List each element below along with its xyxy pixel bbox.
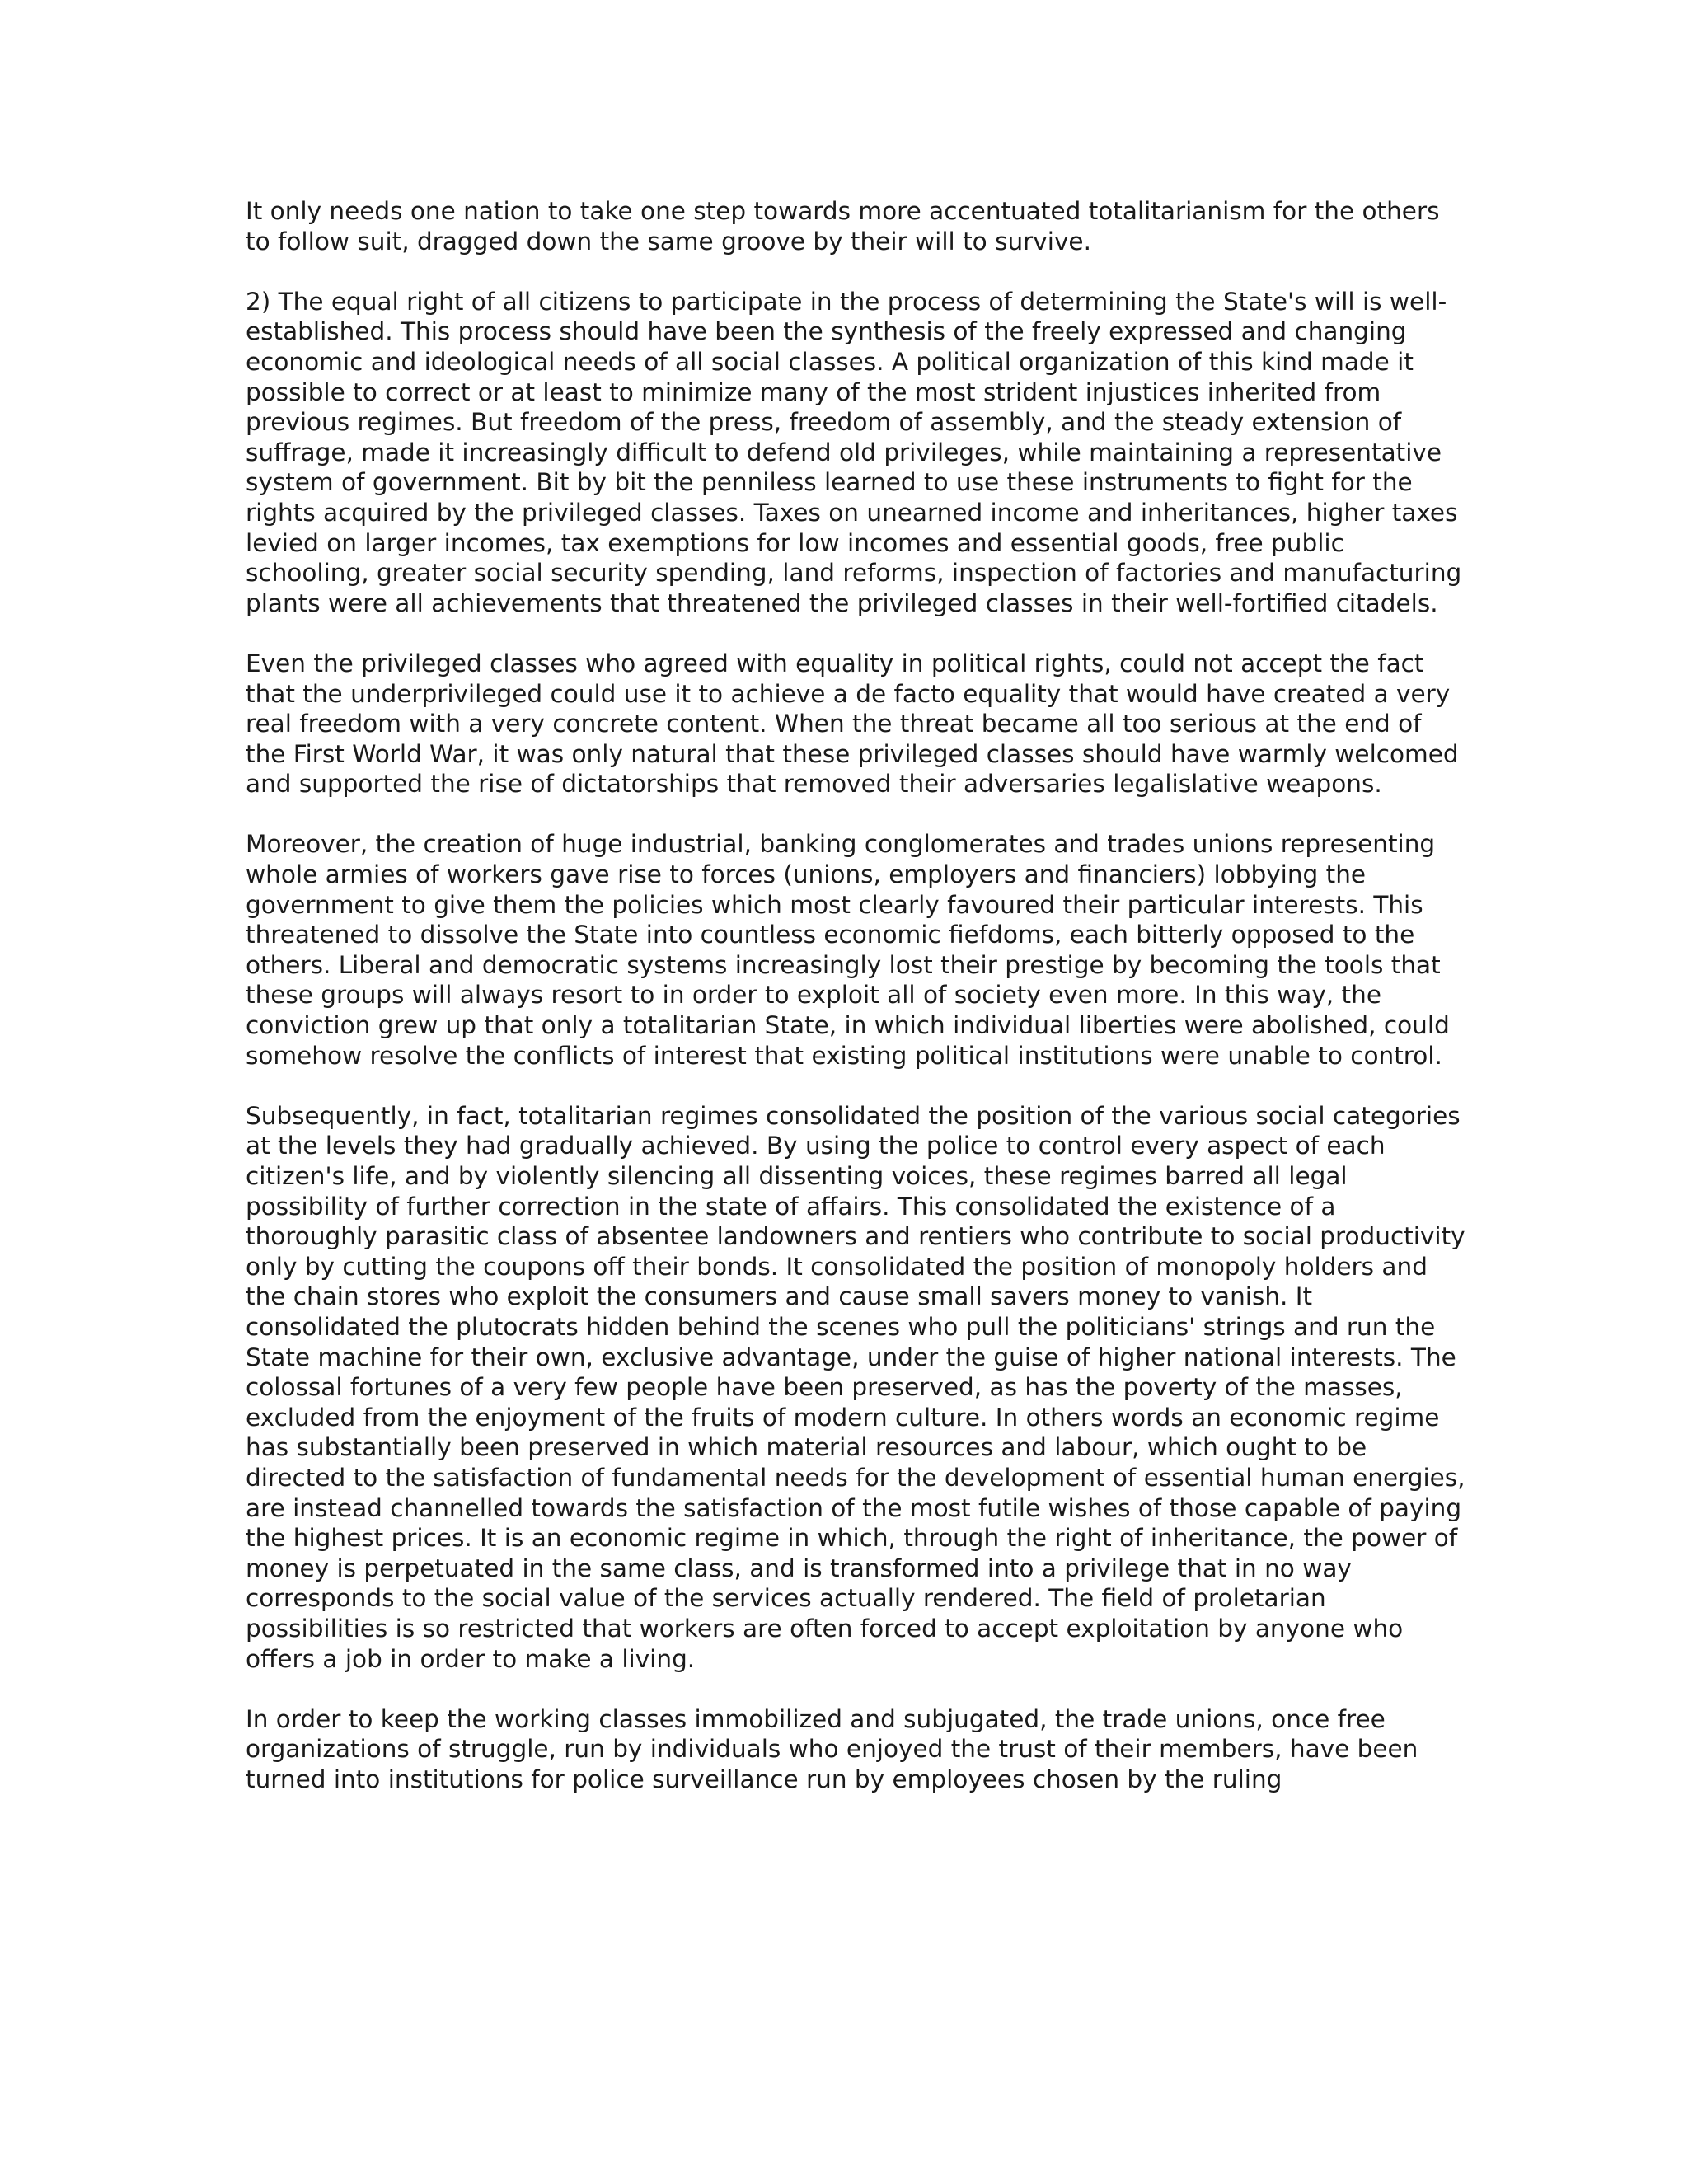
paragraph-3: Even the privileged classes who agreed with equality in political rights, could not accept the fact that the underprivileged could use it to achieve a de facto equality that would have created a very real freedom with a very concrete content. When the threat became all too serious at the end of the First World War, it was only natural that these privileged classes should have warmly welcomed and supported the rise of dictatorships that removed their adversaries legalislative weapons. (246, 649, 1459, 799)
paragraph-4: Moreover, the creation of huge industrial, banking conglomerates and trades unions representing whole armies of workers gave rise to forces (unions, employers and financiers) lobbying the government to give them the policies which most clearly favoured their particular interests. This threatened to dissolve the State into countless economic fiefdoms, each bitterly opposed to the others. Liberal and democratic systems increasingly lost their prestige by becoming the tools that these groups will always resort to in order to exploit all of society even more. In this way, the conviction grew up that only a totalitarian State, in which individual liberties were abolished, could somehow resolve the conflicts of interest that existing political institutions were unable to control. (246, 830, 1450, 1070)
body-text (246, 196, 1465, 1794)
paragraph-6: In order to keep the working classes immobilized and subjugated, the trade unions, once free organizations of struggle, run by individuals who enjoyed the trust of their members, have been turned into institutions for police surveillance run by employees chosen by the ruling (246, 1704, 1418, 1793)
paragraph-1: It only needs one nation to take one step towards more accentuated totalitarianism for the others to follow suit, dragged down the same groove by their will to survive. (246, 197, 1440, 255)
paragraph-2: 2) The equal right of all citizens to participate in the process of determining the State's will is well-established. This process should have been the synthesis of the freely expressed and changing economic and ideological needs of all social classes. A political organization of this kind made it possible to correct or at least to minimize many of the most strident injustices inherited from previous regimes. But freedom of the press, freedom of assembly, and the steady extension of suffrage, made it increasingly difficult to defend old privileges, while maintaining a representative system of government. Bit by bit the penniless learned to use these instruments to fight for the rights acquired by the privileged classes. Taxes on unearned income and inheritances, higher taxes levied on larger incomes, tax exemptions for low incomes and essential goods, free public schooling, greater social security spending, land reforms, inspection of factories and manufacturing plants were all achievements that threatened the privileged classes in their well-fortified citadels. (246, 287, 1462, 617)
paragraph-5: Subsequently, in fact, totalitarian regimes consolidated the position of the various social categories at the levels they had gradually achieved. By using the police to control every aspect of each citizen's life, and by violently silencing all dissenting voices, these regimes barred all legal possibility of further correction in the state of affairs. This consolidated the existence of a thoroughly parasitic class of absentee landowners and rentiers who contribute to social productivity only by cutting the coupons off their bonds. It consolidated the position of monopoly holders and the chain stores who exploit the consumers and cause small savers money to vanish. It consolidated the plutocrats hidden behind the scenes who pull the politicians' strings and run the State machine for their own, exclusive advantage, under the guise of higher national interests. The colossal fortunes of a very few people have been preserved, as has the poverty of the masses, excluded from the enjoyment of the fruits of modern culture. In others words an economic regime has substantially been preserved in which material resources and labour, which ought to be directed to the satisfaction of fundamental needs for the development of essential human energies, are instead channelled towards the satisfaction of the most futile wishes of those capable of paying the highest prices. It is an economic regime in which, through the right of inheritance, the power of money is perpetuated in the same class, and is transformed into a privilege that in no way corresponds to the social value of the services actually rendered. The field of proletarian possibilities is so restricted that workers are often forced to accept exploitation by anyone who offers a job in order to make a living. (246, 1101, 1465, 1673)
